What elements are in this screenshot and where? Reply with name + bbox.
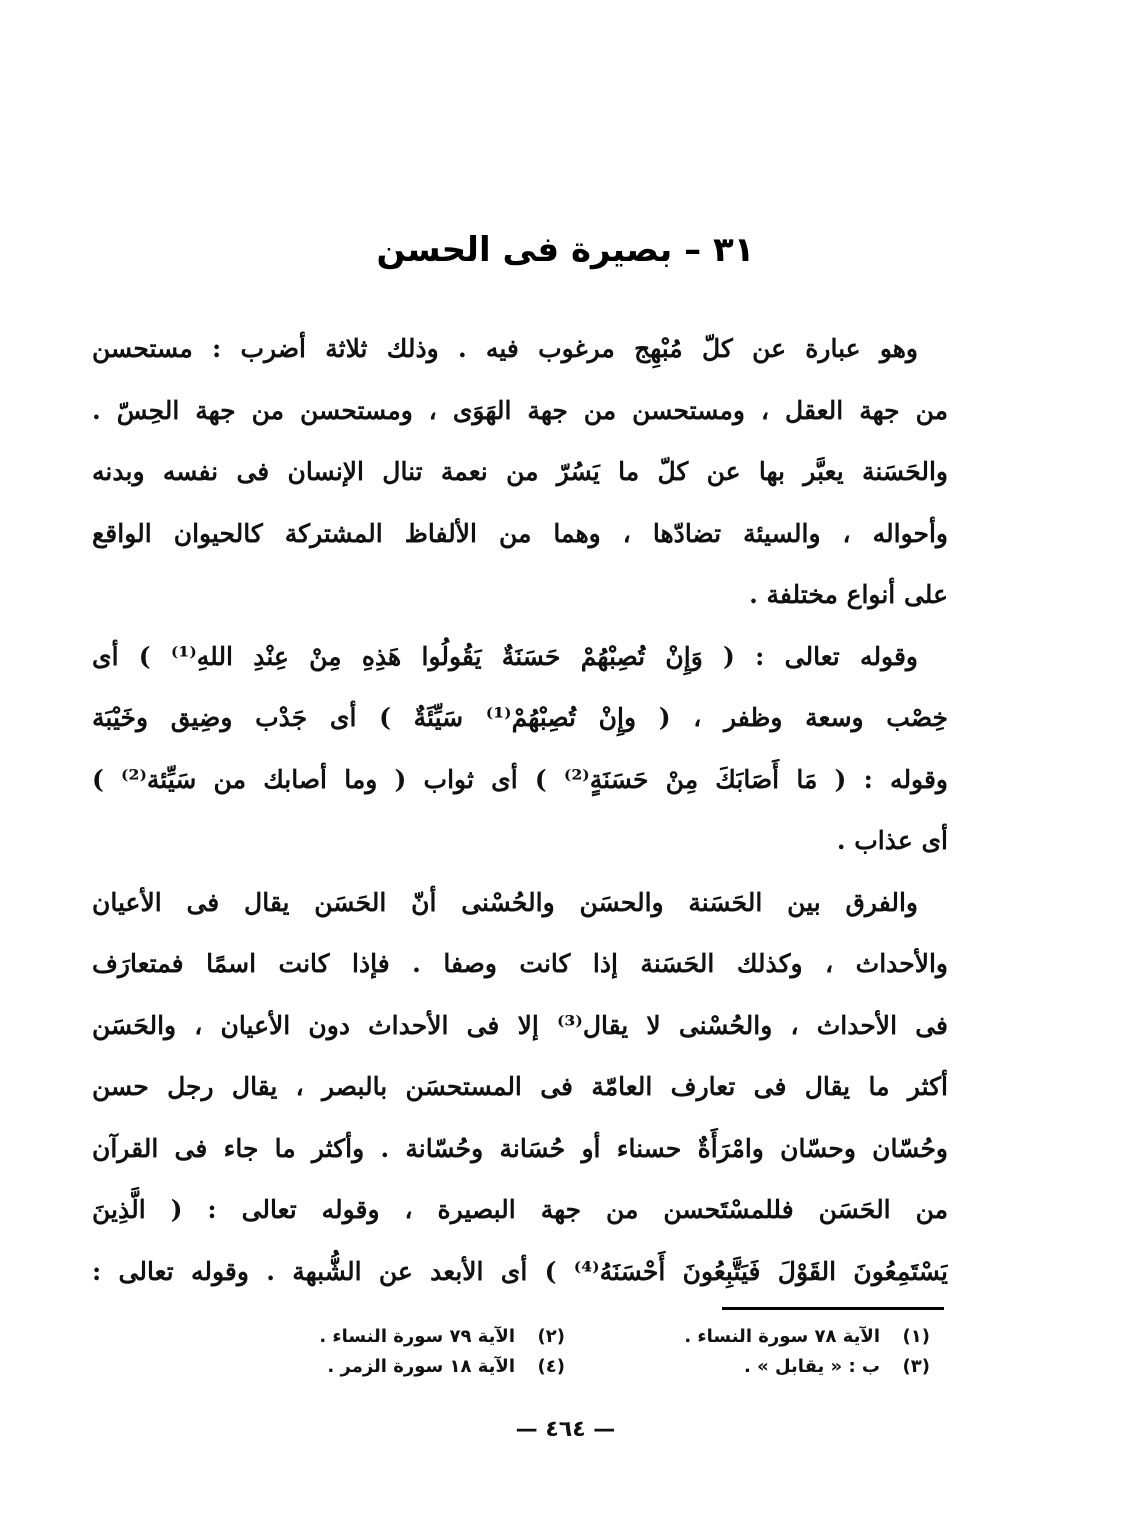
section-heading: ٣١ – بصيرة فى الحسن: [376, 230, 755, 270]
body-line: والأحداث ، وكذلك الحَسَنة إذا كانت وصفا . فإذا كانت اسمًا فمتعارَف: [92, 949, 948, 978]
footnote-text: الآية ٧٩ سورة النساء .: [319, 1326, 515, 1347]
footnote-number: (٣): [902, 1356, 930, 1377]
body-line: من الحَسَن فللمسْتَحسن من جهة البصيرة ، وقوله تعالى : ( الَّذِينَ: [92, 1195, 948, 1224]
body-line: أكثر ما يقال فى تعارف العامّة فى المستحسَن بالبصر ، يقال رجل حسن: [92, 1072, 948, 1101]
body-line: أى عذاب .: [836, 826, 948, 855]
body-line: وهو عبارة عن كلّ مُبْهِج مرغوب فيه . وذلك ثلاثة أضرب : مستحسن: [92, 334, 918, 363]
footnote-3: [565, 1352, 930, 1382]
footnotes: [200, 1322, 930, 1382]
body-line: يَسْتَمِعُونَ القَوْلَ فَيَتَّبِعُونَ أَحْسَنَهُ⁽⁴⁾ ) أى الأبعد عن الشُّبهة . وقوله تعالى :: [92, 1256, 948, 1286]
footnote-number: (٤): [537, 1356, 565, 1377]
body-line: خِصْب وسعة وظفر ، ( وإِنْ تُصِبْهُمْ⁽¹⁾ سَيِّئَةٌ ) أى جَدْب وضِيق وخَيْبَة: [92, 703, 948, 732]
footnote-text: الآية ٧٨ سورة النساء .: [684, 1326, 880, 1347]
body-line: فى الأحداث ، والحُسْنى لا يقال⁽³⁾ إلا فى الأحداث دون الأعيان ، والحَسَن: [92, 1010, 948, 1040]
footnote-number: (١): [902, 1326, 930, 1347]
body-line: من جهة العقل ، ومستحسن من جهة الهَوَى ، ومستحسن من جهة الحِسّ .: [92, 395, 948, 425]
footnote-1: [565, 1322, 930, 1352]
body-line: والحَسَنة يعبَّر بها عن كلّ ما يَسُرّ من نعمة تنال الإنسان فى نفسه وبدنه: [92, 457, 948, 486]
footnote-number: (٢): [537, 1326, 565, 1347]
footnote-row: [200, 1322, 930, 1352]
footnote-text: الآية ١٨ سورة الزمر .: [327, 1356, 515, 1377]
body-line: على أنواع مختلفة .: [749, 580, 948, 609]
footnote-4: [200, 1352, 565, 1382]
footnote-text: ب : « يقابل » .: [743, 1356, 880, 1377]
footnote-row: [200, 1352, 930, 1382]
page-number: — ٤٦٤ —: [515, 1417, 616, 1442]
body-line: وأحواله ، والسيئة تضادّها ، وهما من الألفاظ المشتركة كالحيوان الواقع: [92, 518, 948, 548]
body-line: وحُسّان وحسّان وامْرَأَةٌ حسناء أو حُسَانة وحُسّانة . وأكثر ما جاء فى القرآن: [92, 1133, 948, 1163]
footnote-2: [200, 1322, 565, 1352]
body-line: والفرق بين الحَسَنة والحسَن والحُسْنى أنّ الحَسَن يقال فى الأعيان: [92, 887, 918, 917]
body-line: وقوله : ( مَا أَصَابَكَ مِنْ حَسَنَةٍ⁽²⁾ ) أى ثواب ( وما أصابك من سَيِّئة⁽²⁾ ): [92, 764, 948, 794]
body-line: وقوله تعالى : ( وَإِنْ تُصِبْهُمْ حَسَنَةٌ يَقُولُوا هَذِهِ مِنْ عِنْدِ اللهِ⁽¹⁾ ) أى: [92, 641, 918, 671]
footnote-divider: [722, 1307, 944, 1310]
body-text: [92, 318, 948, 1302]
